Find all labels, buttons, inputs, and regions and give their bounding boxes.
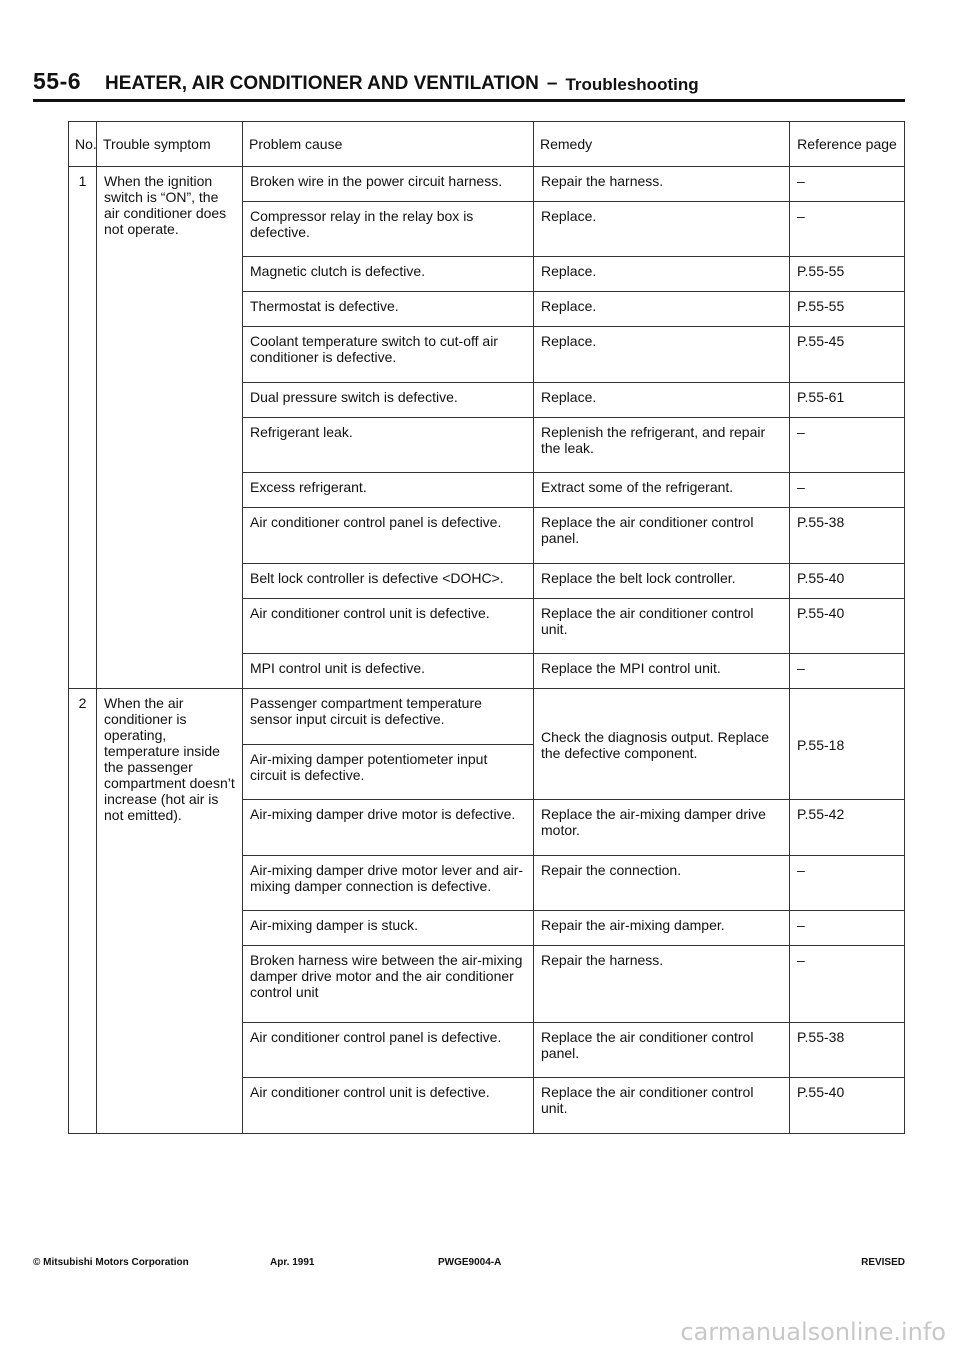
remedy: Replace the belt lock controller.	[534, 563, 790, 598]
remedy: Replace.	[534, 382, 790, 417]
problem-cause: Passenger compartment temperature sensor input circuit is defective.	[243, 689, 534, 745]
reference-page: –	[790, 946, 905, 1022]
problem-cause: Air-mixing damper drive motor is defective.	[243, 800, 534, 856]
reference-page: –	[790, 911, 905, 946]
remedy: Replace the air conditioner control unit.	[534, 1078, 790, 1134]
footer-date: Apr. 1991	[270, 1257, 315, 1268]
remedy: Repair the air-mixing damper.	[534, 911, 790, 946]
column-header-remedy: Remedy	[534, 122, 790, 167]
problem-cause: Magnetic clutch is defective.	[243, 257, 534, 292]
remedy: Replace.	[534, 292, 790, 327]
problem-cause: Compressor relay in the relay box is defective.	[243, 201, 534, 257]
reference-page: P.55-18	[790, 689, 905, 800]
trouble-symptom: When the ignition switch is “ON”, the air conditioner does not operate.	[97, 167, 243, 689]
problem-cause: Broken wire in the power circuit harness.	[243, 167, 534, 202]
remedy: Repair the connection.	[534, 855, 790, 911]
remedy: Replace.	[534, 201, 790, 257]
reference-page: –	[790, 473, 905, 508]
reference-page: P.55-61	[790, 382, 905, 417]
reference-page: P.55-38	[790, 508, 905, 564]
reference-page: P.55-40	[790, 1078, 905, 1134]
remedy: Replace the MPI control unit.	[534, 654, 790, 689]
title-separator: –	[546, 73, 558, 94]
column-header-no: No.	[69, 122, 97, 167]
reference-page: P.55-40	[790, 598, 905, 654]
remedy: Replenish the refrigerant, and repair the leak.	[534, 417, 790, 473]
reference-page: –	[790, 167, 905, 202]
troubleshooting-table	[68, 121, 905, 1134]
reference-page: P.55-45	[790, 327, 905, 383]
trouble-no: 1	[69, 167, 97, 689]
remedy: Replace.	[534, 257, 790, 292]
section-title: HEATER, AIR CONDITIONER AND VENTILATION	[105, 73, 539, 94]
problem-cause: Air conditioner control panel is defective.	[243, 508, 534, 564]
remedy: Replace the air conditioner control unit.	[534, 598, 790, 654]
problem-cause: Air-mixing damper is stuck.	[243, 911, 534, 946]
footer-status: REVISED	[861, 1257, 905, 1268]
reference-page: P.55-40	[790, 563, 905, 598]
problem-cause: Air conditioner control unit is defective.	[243, 598, 534, 654]
remedy: Replace the air conditioner control panel.	[534, 508, 790, 564]
problem-cause: Broken harness wire between the air-mixing damper drive motor and the air conditioner control unit	[243, 946, 534, 1022]
reference-page: –	[790, 855, 905, 911]
problem-cause: Refrigerant leak.	[243, 417, 534, 473]
reference-page: P.55-38	[790, 1022, 905, 1078]
table-header-row	[69, 122, 905, 167]
reference-page: –	[790, 417, 905, 473]
problem-cause: Thermostat is defective.	[243, 292, 534, 327]
trouble-no: 2	[69, 689, 97, 1134]
footer-copyright: © Mitsubishi Motors Corporation	[33, 1257, 189, 1268]
remedy: Replace the air conditioner control panel.	[534, 1022, 790, 1078]
column-header-reference: Reference page	[790, 122, 905, 167]
problem-cause: MPI control unit is defective.	[243, 654, 534, 689]
column-header-cause: Problem cause	[243, 122, 534, 167]
page-footer	[33, 1257, 905, 1273]
footer-code: PWGE9004-A	[438, 1257, 502, 1268]
reference-page: –	[790, 654, 905, 689]
remedy: Replace the air-mixing damper drive motor.	[534, 800, 790, 856]
table-body	[69, 167, 905, 1134]
remedy: Replace.	[534, 327, 790, 383]
reference-page: P.55-55	[790, 292, 905, 327]
reference-page: –	[790, 201, 905, 257]
reference-page: P.55-55	[790, 257, 905, 292]
subsection-title: Troubleshooting	[565, 75, 699, 94]
problem-cause: Air conditioner control panel is defective.	[243, 1022, 534, 1078]
problem-cause: Coolant temperature switch to cut-off air conditioner is defective.	[243, 327, 534, 383]
page-header	[33, 68, 905, 102]
remedy: Check the diagnosis output. Replace the defective component.	[534, 689, 790, 800]
watermark: carmanualsonline.info	[680, 1318, 946, 1346]
trouble-symptom: When the air conditioner is operating, temperature inside the passenger compartment doesn’t increase (hot air is not emitted).	[97, 689, 243, 1134]
problem-cause: Excess refrigerant.	[243, 473, 534, 508]
problem-cause: Dual pressure switch is defective.	[243, 382, 534, 417]
table-row	[69, 689, 905, 745]
remedy: Repair the harness.	[534, 946, 790, 1022]
column-header-symptom: Trouble symptom	[97, 122, 243, 167]
remedy: Repair the harness.	[534, 167, 790, 202]
table-row	[69, 167, 905, 202]
page-number: 55-6	[33, 68, 82, 94]
problem-cause: Air-mixing damper drive motor lever and air-mixing damper connection is defective.	[243, 855, 534, 911]
reference-page: P.55-42	[790, 800, 905, 856]
remedy: Extract some of the refrigerant.	[534, 473, 790, 508]
problem-cause: Air conditioner control unit is defective.	[243, 1078, 534, 1134]
problem-cause: Belt lock controller is defective <DOHC>.	[243, 563, 534, 598]
problem-cause: Air-mixing damper potentiometer input circuit is defective.	[243, 744, 534, 800]
